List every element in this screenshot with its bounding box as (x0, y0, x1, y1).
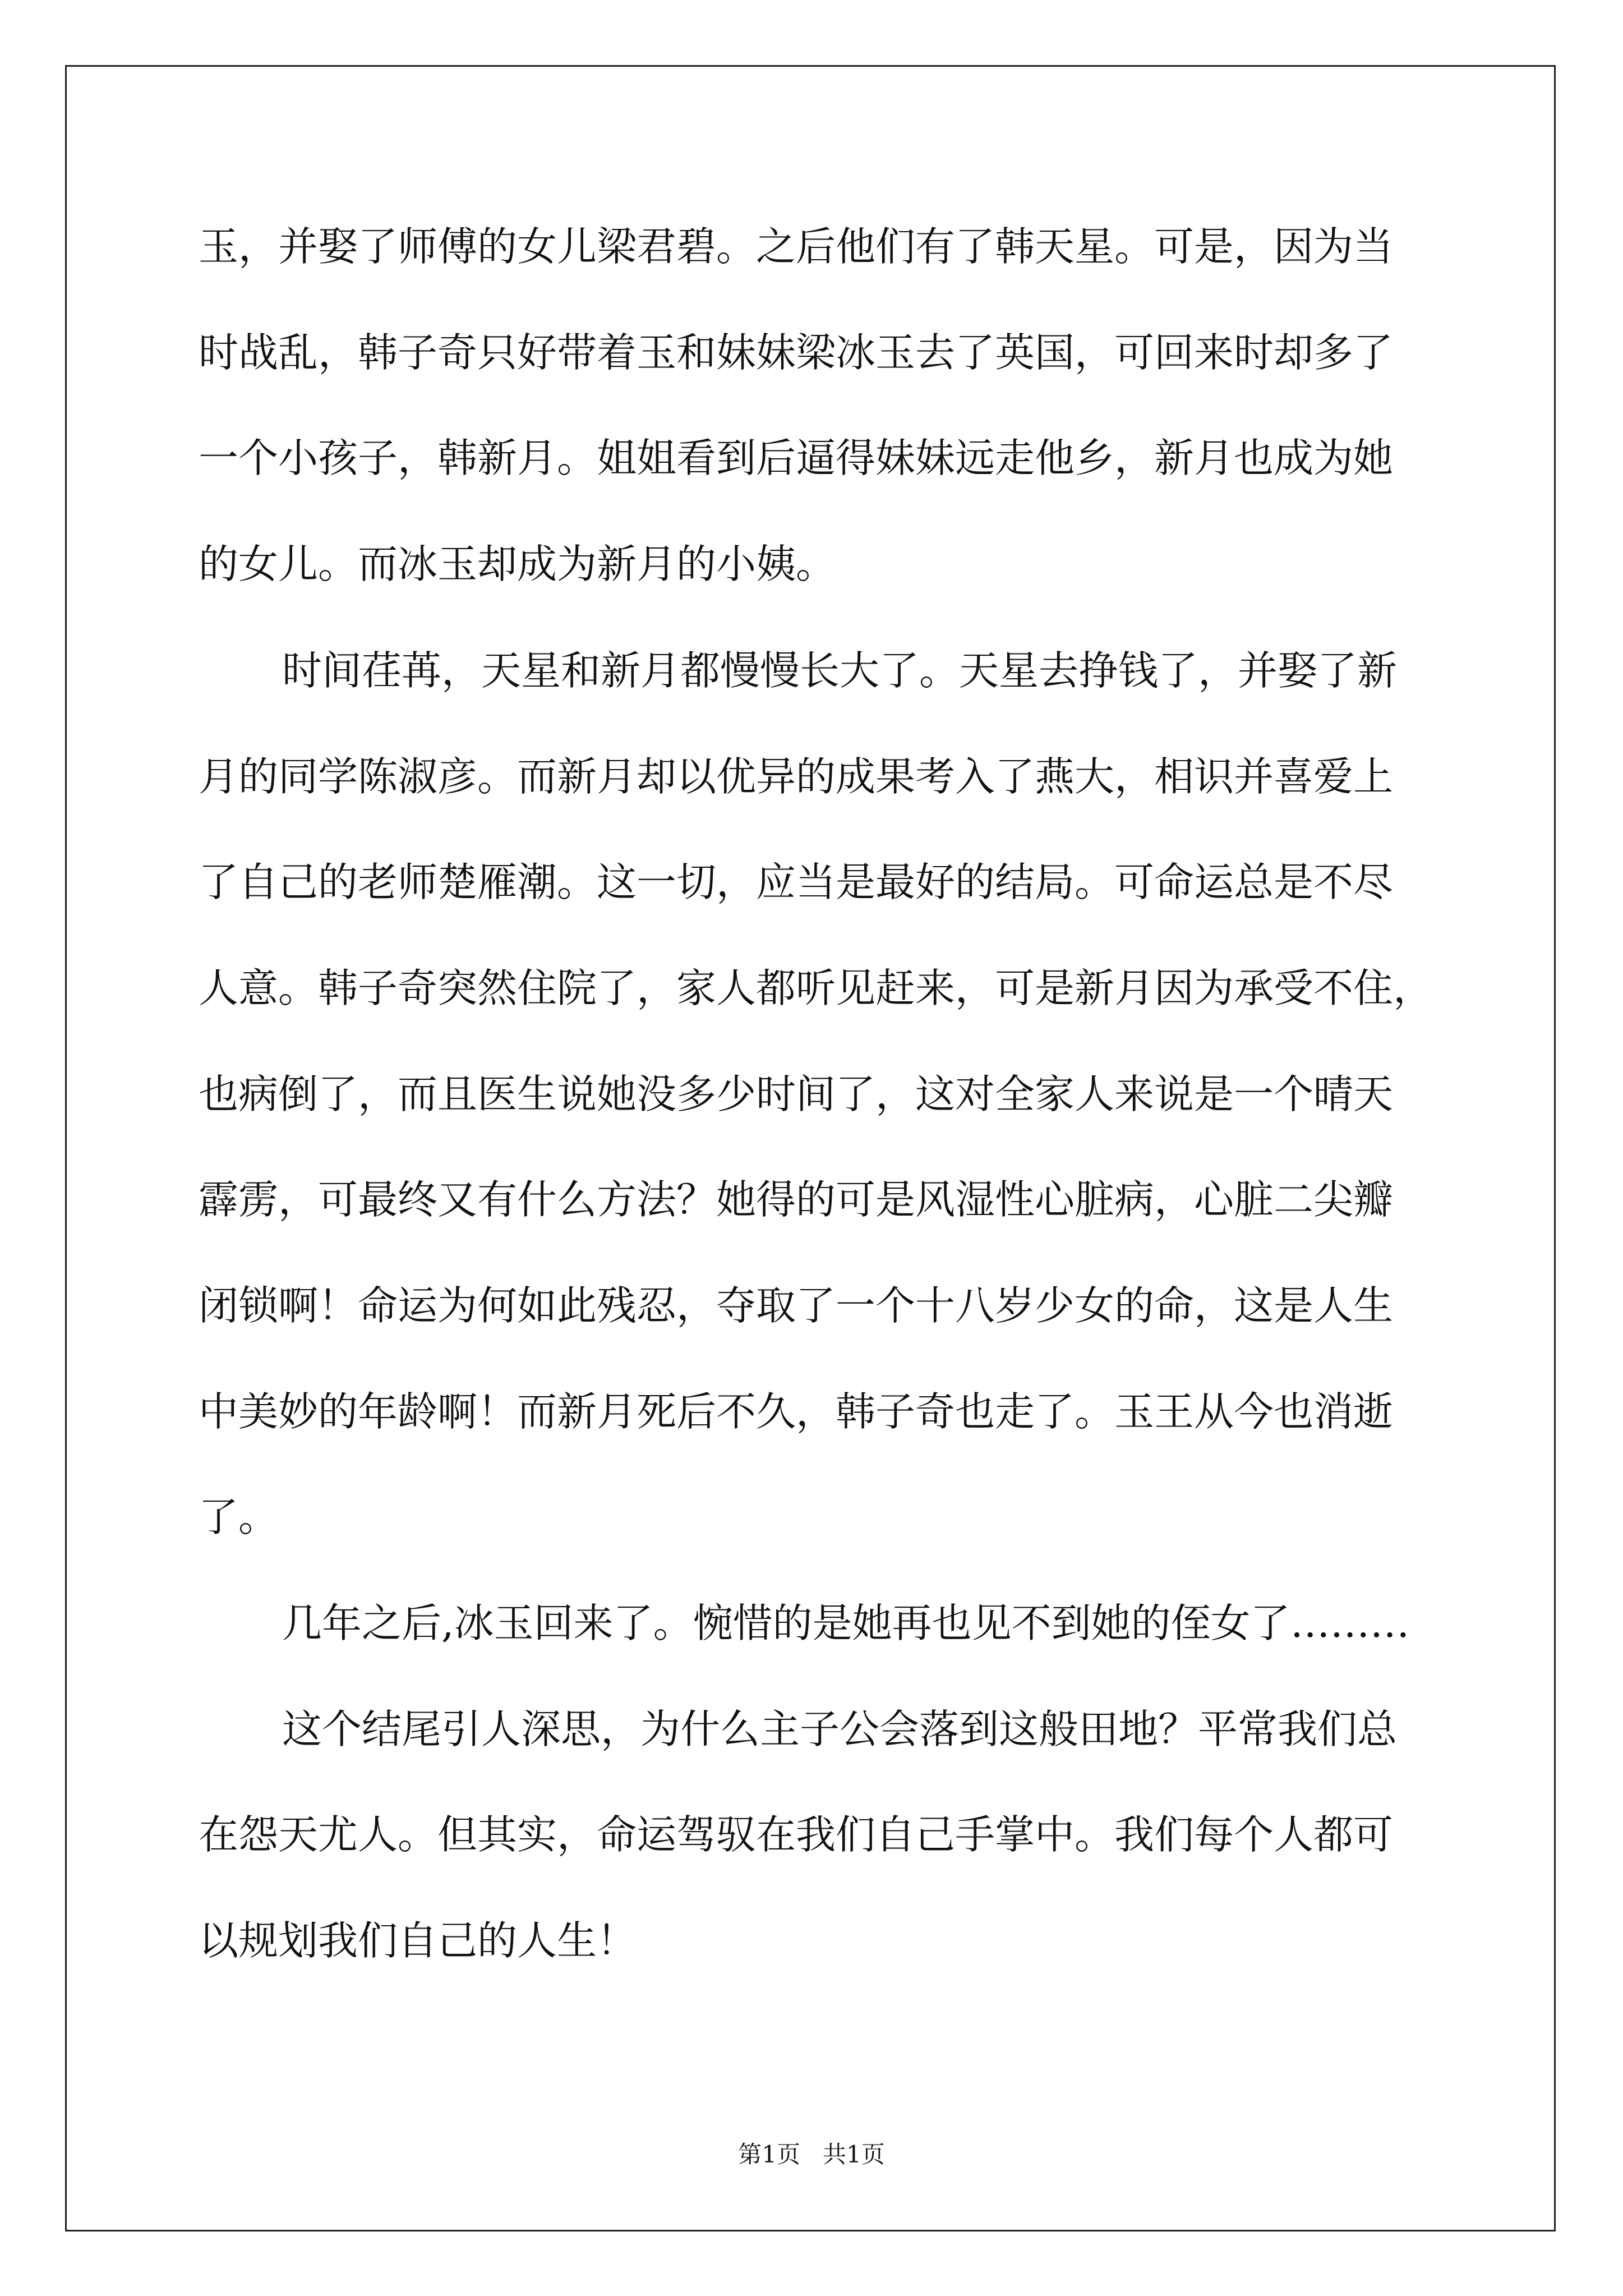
paragraph-1-line-2: 时战乱，韩子奇只好带着玉和妹妹梁冰玉去了英国，可回来时却多了 (199, 329, 1394, 376)
paragraph-2-line-5: 也病倒了，而且医生说她没多少时间了，这对全家人来说是一个晴天 (199, 1071, 1394, 1117)
paragraph-2-line-1: 时间荏苒，天星和新月都慢慢长大了。天星去挣钱了，并娶了新 (282, 647, 1398, 694)
paragraph-2-line-8: 中美妙的年龄啊！而新月死后不久，韩子奇也走了。玉王从今也消逝 (199, 1388, 1394, 1435)
paragraph-1-line-4: 的女儿。而冰玉却成为新月的小姨。 (199, 541, 836, 587)
paragraph-2-line-3: 了自己的老师楚雁潮。这一切，应当是最好的结局。可命运总是不尽 (199, 859, 1394, 905)
page-border (65, 65, 1556, 2231)
paragraph-4-line-1: 这个结尾引人深思，为什么主子公会落到这般田地？平常我们总 (282, 1706, 1398, 1752)
paragraph-2-line-9: 了。 (199, 1494, 279, 1540)
paragraph-2-line-4: 人意。韩子奇突然住院了，家人都听见赶来，可是新月因为承受不住， (199, 965, 1433, 1011)
paragraph-2-line-2: 月的同学陈淑彦。而新月却以优异的成果考入了燕大，相识并喜爱上 (199, 753, 1394, 800)
paragraph-3-line-1: 几年之后,冰玉回来了。惋惜的是她再也见不到她的侄女了……… (282, 1600, 1410, 1646)
page-footer: 第1页 共1页 (738, 2141, 885, 2168)
paragraph-4-line-3: 以规划我们自己的人生！ (199, 1917, 637, 1964)
paragraph-2-line-7: 闭锁啊！命运为何如此残忍，夺取了一个十八岁少女的命，这是人生 (199, 1282, 1394, 1329)
paragraph-1-line-1: 玉，并娶了师傅的女儿梁君碧。之后他们有了韩天星。可是，因为当 (199, 223, 1394, 270)
paragraph-2-line-6: 霹雳，可最终又有什么方法？她得的可是风湿性心脏病，心脏二尖瓣 (199, 1176, 1394, 1223)
paragraph-4-line-2: 在怨天尤人。但其实，命运驾驭在我们自己手掌中。我们每个人都可 (199, 1811, 1394, 1858)
paragraph-1-line-3: 一个小孩子，韩新月。姐姐看到后逼得妹妹远走他乡，新月也成为她 (199, 435, 1394, 481)
